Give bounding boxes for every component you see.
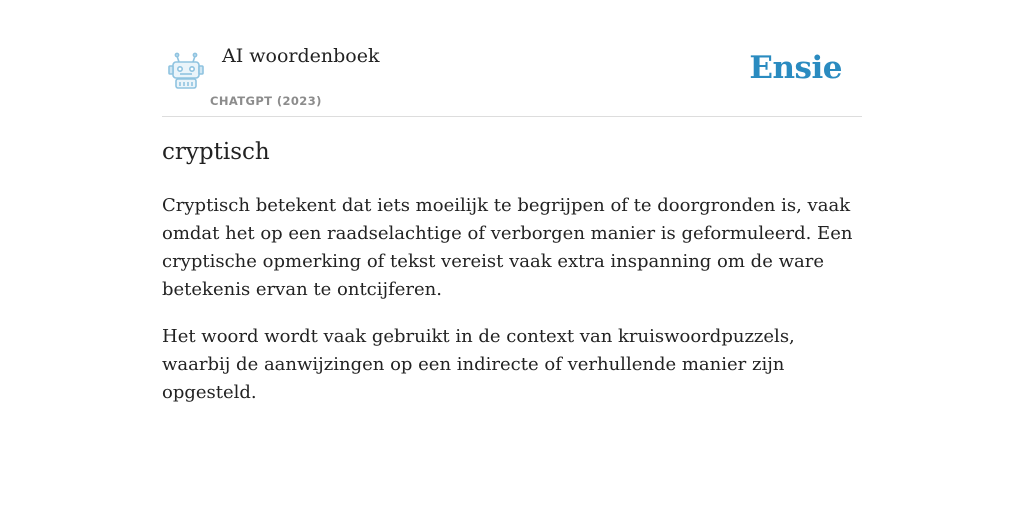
entry-word: cryptisch bbox=[162, 139, 270, 165]
definition-paragraph: Cryptisch betekent dat iets moeilijk te begrijpen of te doorgronden is, vaak omdat het op een raadselachtige of verborgen manier is geformuleerd. Een cryptische opmerking of tekst vereist vaak extra inspanning om de ware betekenis ervan te ontcijferen. bbox=[162, 195, 853, 300]
dictionary-title: AI woordenboek bbox=[222, 45, 380, 67]
brand-logo-link[interactable]: Ensie bbox=[749, 50, 842, 86]
source-subtitle: CHATGPT (2023) bbox=[210, 94, 322, 108]
header bbox=[162, 0, 862, 117]
entry-definition bbox=[162, 192, 862, 426]
content-container bbox=[162, 0, 862, 403]
definition-paragraph: Het woord wordt vaak gebruikt in de context van kruiswoordpuzzels, waarbij de aanwijzingen op een indirecte of verhullende manier zijn opgesteld. bbox=[162, 326, 795, 403]
robot-icon bbox=[166, 52, 206, 90]
